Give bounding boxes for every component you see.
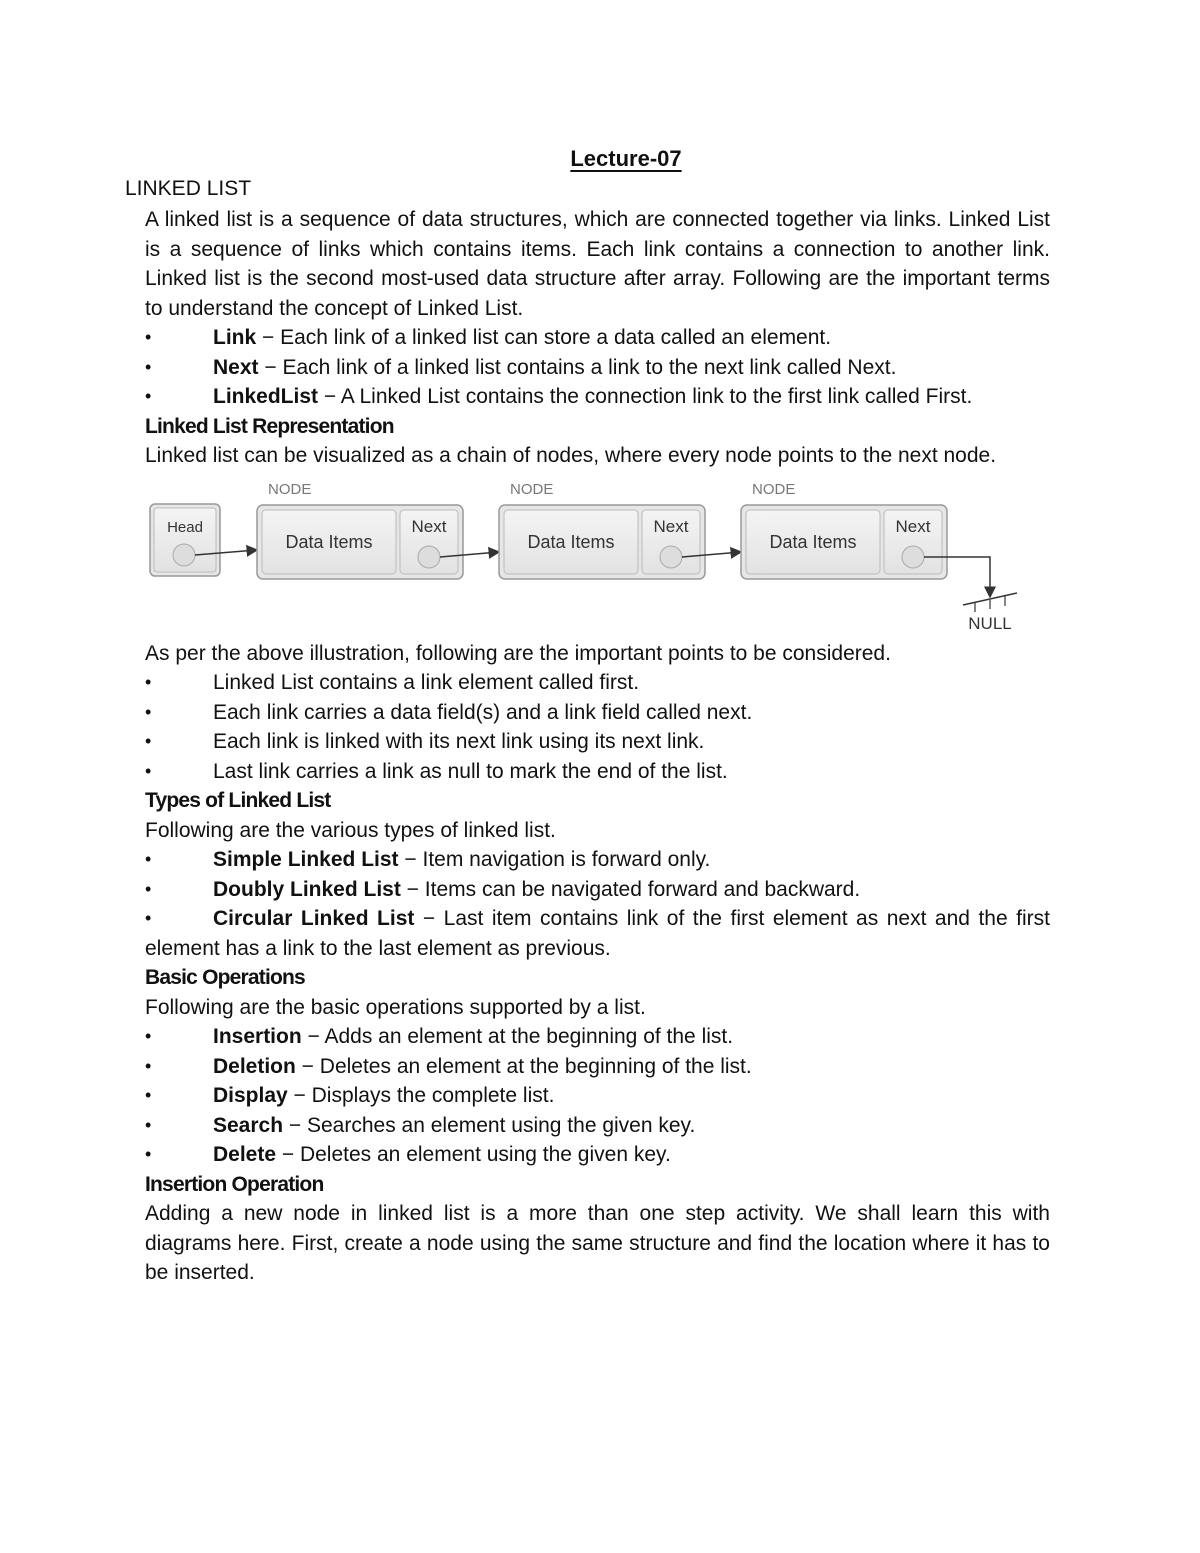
terms-list <box>145 323 1050 412</box>
list-item <box>145 757 1050 787</box>
term-description: − Items can be navigated forward and backward. <box>400 877 861 901</box>
list-item <box>145 353 1050 383</box>
operations-list <box>145 1022 1050 1170</box>
node-label: NODE <box>752 480 796 498</box>
section-heading-insertion: Insertion Operation <box>145 1172 324 1196</box>
term: Deletion <box>213 1054 296 1078</box>
list-item <box>145 1052 1050 1082</box>
list-item <box>145 1111 1050 1141</box>
list-node <box>257 481 463 579</box>
linked-list-diagram <box>145 469 1025 639</box>
pointer-icon <box>418 546 440 568</box>
term-description: − Deletes an element using the given key. <box>276 1143 671 1166</box>
pointer-icon <box>173 544 195 566</box>
list-item <box>145 323 1050 353</box>
term-description: − Item navigation is forward only. <box>398 848 711 871</box>
list-item <box>145 845 1050 875</box>
point-text: Linked List contains a link element called first. <box>213 671 640 694</box>
list-item <box>145 1081 1050 1111</box>
term-description: − Displays the complete list. <box>287 1084 555 1107</box>
term: Doubly Linked List <box>213 877 401 901</box>
section-heading-operations: Basic Operations <box>145 966 305 989</box>
list-node <box>499 481 705 579</box>
list-item <box>145 727 1050 757</box>
bullet-icon: • <box>145 849 152 869</box>
term-description: − Each link of a linked list contains a link to the next link called Next. <box>258 355 897 379</box>
intro-paragraph: A linked list is a sequence of data structures, which are connected together via links. Linked List is a sequence of links which contains items. Each link contains a connection to another link. Linked list is the second most-used data structure after array. Following are the important terms to understand the concept of Linked List. <box>145 208 1050 320</box>
bullet-icon: • <box>145 672 152 692</box>
document-body <box>145 205 1050 1288</box>
point-text: Last link carries a link as null to mark the end of the list. <box>213 759 728 783</box>
operations-intro: Following are the basic operations supported by a list. <box>145 995 646 1019</box>
bullet-icon: • <box>145 1114 152 1135</box>
list-item <box>145 875 1050 905</box>
bullet-icon: • <box>145 1144 152 1164</box>
section-heading-types: Types of Linked List <box>145 789 331 812</box>
term: Link <box>213 326 257 349</box>
list-node <box>741 481 947 579</box>
next-label: Next <box>895 516 931 536</box>
main-heading: LINKED LIST <box>125 177 252 200</box>
point-text: Each link is linked with its next link using its next link. <box>213 730 705 753</box>
data-items-label: Data Items <box>285 531 373 552</box>
term: Circular Linked List <box>213 907 415 930</box>
term: Next <box>213 355 259 379</box>
term-description: − Last item contains link of the first element as next and the first element has a link to the last element as previous. <box>145 907 1050 960</box>
null-label: NULL <box>968 613 1012 633</box>
bullet-icon: • <box>145 731 152 751</box>
term: Display <box>213 1084 288 1107</box>
list-item <box>145 904 1050 963</box>
bullet-icon: • <box>145 327 152 347</box>
bullet-icon: • <box>145 1085 152 1105</box>
list-item <box>145 668 1050 698</box>
term: Search <box>213 1113 284 1137</box>
illustration-intro: As per the above illustration, following are the important points to be considered. <box>145 641 891 665</box>
types-list <box>145 845 1050 963</box>
next-label: Next <box>653 516 689 536</box>
bullet-icon: • <box>145 701 152 722</box>
term-description: − Adds an element at the beginning of the list. <box>301 1025 734 1048</box>
node-label: NODE <box>268 480 312 498</box>
list-item <box>145 1140 1050 1170</box>
term-description: − Each link of a linked list can store a data called an element. <box>256 326 832 349</box>
bullet-icon: • <box>145 1026 152 1046</box>
representation-paragraph: Linked list can be visualized as a chain of nodes, where every node points to the next node. <box>145 444 997 467</box>
list-item <box>145 382 1050 412</box>
page-title: Lecture-07 <box>570 146 682 171</box>
term: Delete <box>213 1143 277 1166</box>
insertion-paragraph: Adding a new node in linked list is a more than one step activity. We shall learn this with diagrams here. First, create a node using the same structure and find the location where it has to be inserted. <box>145 1202 1050 1284</box>
section-heading-representation: Linked List Representation <box>145 414 394 438</box>
bullet-icon: • <box>145 356 152 377</box>
list-item <box>145 1022 1050 1052</box>
types-intro: Following are the various types of linked list. <box>145 818 556 842</box>
point-text: Each link carries a data field(s) and a link field called next. <box>213 700 753 724</box>
bullet-icon: • <box>145 1055 152 1076</box>
pointer-icon <box>902 546 924 568</box>
term: Insertion <box>213 1025 302 1048</box>
illustration-points-list <box>145 668 1050 786</box>
pointer-icon <box>660 546 682 568</box>
term-description: − A Linked List contains the connection link to the first link called First. <box>318 385 973 408</box>
bullet-icon: • <box>145 878 152 899</box>
null-terminator <box>963 593 1017 633</box>
bullet-icon: • <box>145 760 152 781</box>
term-description: − Searches an element using the given key. <box>283 1113 696 1137</box>
term-description: − Deletes an element at the beginning of the list. <box>295 1054 752 1078</box>
bullet-icon: • <box>145 386 152 406</box>
head-label: Head <box>167 518 203 536</box>
node-label: NODE <box>510 480 554 498</box>
data-items-label: Data Items <box>769 531 857 552</box>
next-label: Next <box>411 516 447 536</box>
data-items-label: Data Items <box>527 531 615 552</box>
bullet-icon: • <box>145 908 152 928</box>
list-item <box>145 698 1050 728</box>
term: LinkedList <box>213 385 319 408</box>
term: Simple Linked List <box>213 848 399 871</box>
head-node <box>150 504 220 576</box>
